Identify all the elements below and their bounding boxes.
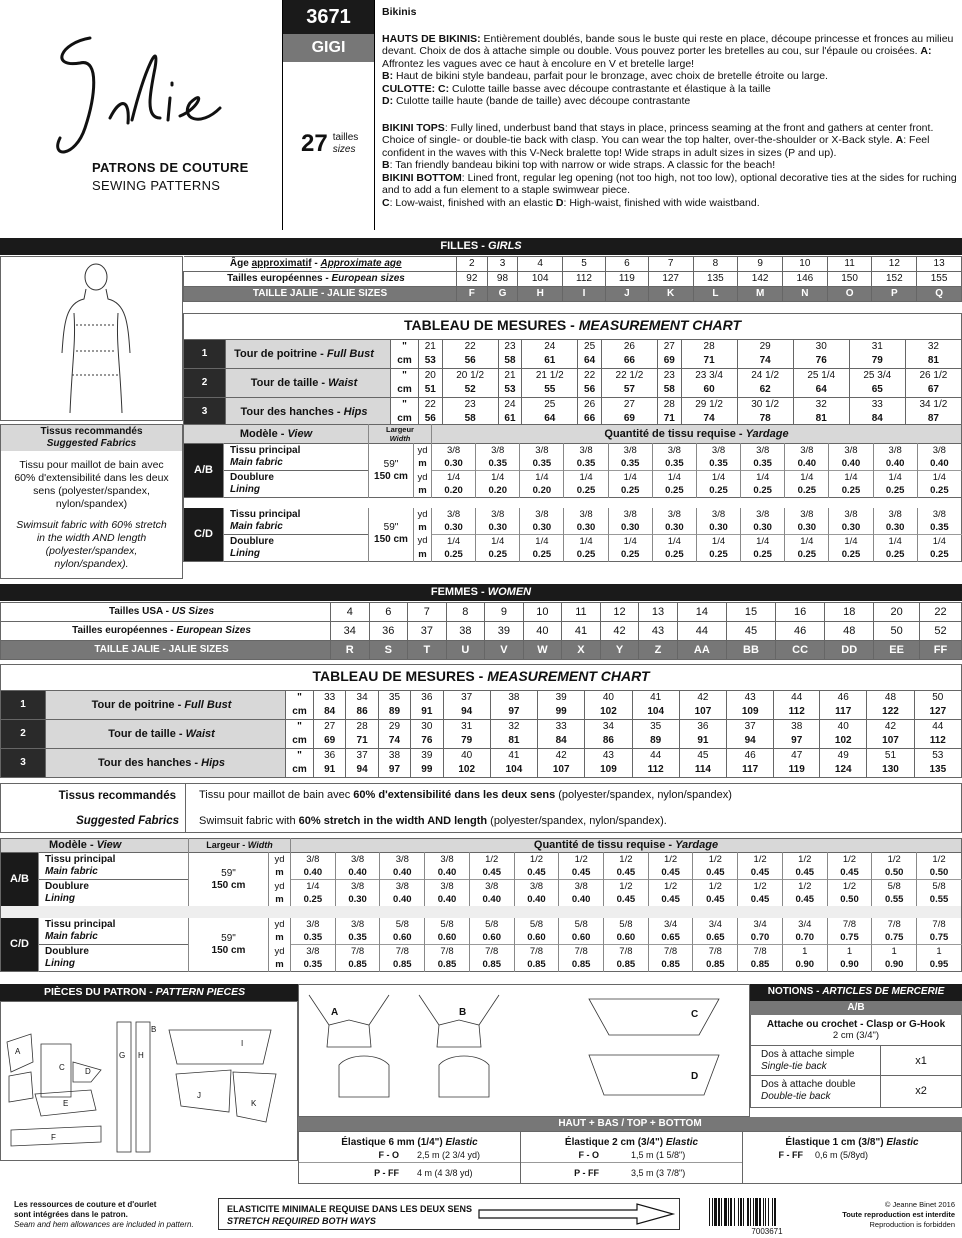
pattern-pieces-drawing	[1, 1002, 297, 1160]
girls-eu-cell: 142	[738, 272, 783, 287]
pattern-piece-label: E	[63, 1099, 69, 1108]
barcode-bar	[730, 1198, 732, 1226]
views-drawing-area	[298, 984, 750, 1117]
women-jalie-cell: AA	[677, 641, 726, 660]
barcode-icon	[707, 1198, 827, 1228]
girls-jalie-cell: I	[563, 287, 606, 302]
girls-eu-cell: 135	[693, 272, 738, 287]
elastic-block	[298, 1131, 962, 1184]
women-meas-row: 2 Tour de taille - Waist " 27 28 29 30 31 32 33 34 35 36 37 38 40 42 44	[1, 720, 962, 735]
girls-view-label: A/B	[184, 444, 224, 498]
women-measurement-chart: TABLEAU DE MESURES - MEASUREMENT CHART 1 Tour de poitrine - Full Bust " 33 34 35 36 37 38 39 40 41 42 43 44 46 48 50 cm 84 86 89 91 94 97 99 102 104 107 109 112 117 122 127 2 Tour de taille - Waist " 27 28 29 30 31 32 33 34 35 36 37 38 40 42 44 cm 69 71 74 76 79 81 84 86 89 91 94 97 102 107 112 3 Tour des hanches - Hips " 36 37 38 39 40 41 42 43 44 45 46 47 49 51 53 cm 91 94 97 99 102 104 107 109 112 114 117 119 124 130 135	[0, 664, 962, 778]
women-us-cell: 4	[331, 603, 370, 622]
notions-bar: NOTIONS - ARTICLES DE MERCERIE	[750, 984, 962, 1001]
clasp-label: Attache ou crochet - Clasp or G-Hook	[766, 1019, 946, 1030]
pattern-number: 3671	[283, 0, 374, 34]
girls-jalie-cell: P	[872, 287, 917, 302]
women-fabrics-fr: Tissu pour maillot de bain avec 60% d'extensibilité dans les deux sens (polyester/spandex, nylon/spandex)	[199, 789, 732, 801]
women-us-cell: 13	[639, 603, 678, 622]
girls-yard-row: m 0.30 0.30 0.30 0.30 0.30 0.30 0.30 0.30 0.30 0.30 0.30 0.35	[184, 521, 962, 535]
description-block	[382, 6, 957, 209]
girls-jalie-cell: O	[827, 287, 872, 302]
sizes-count	[301, 130, 358, 158]
girls-age-cell: 13	[917, 257, 962, 272]
pattern-id-block	[283, 0, 375, 230]
women-bar: FEMMES - WOMEN	[0, 584, 962, 601]
double-tie-en: Double-tie back	[761, 1091, 831, 1102]
women-us-cell: 8	[446, 603, 485, 622]
women-jalie-cell: U	[446, 641, 485, 660]
desc-fr: HAUTS DE BIKINIS: Entièrement doublés, bande sous le buste qui reste en place, découpe princesse et fronces au milieu devant. Choix de dos à attache simple ou double. Vous pouvez porter les bretelles au cou, sur l'épaule ou croisées. A: Affrontez les vagues avec ce haut à encolure en V et bretelle large! B: Haut de bikini style bandeau, parfait pour le bronzage, avec choix de bretelle étroite ou large. CULOTTE: C: Culotte taille basse avec découpe contrastante et élastique à la taille D: Culotte taille haute (bande de taille) avec découpe contrastante	[382, 32, 954, 107]
copyright: © Jeanne Binet 2016 Toute reproduction est interdite Reproduction is forbidden	[842, 1200, 955, 1229]
girls-age-cell: 12	[872, 257, 917, 272]
girls-yard-row: A/B Tissu principal Main fabric 59" 150 cm yd 3/8 3/8 3/8 3/8 3/8 3/8 3/8 3/8 3/8 3/8 3/8 3/8	[184, 444, 962, 458]
pieces-bar: PIÈCES DU PATRON - PATTERN PIECES	[0, 984, 298, 1001]
single-tie-fr: Dos à attache simple	[761, 1049, 855, 1060]
girls-eu-cell: 92	[457, 272, 488, 287]
view-label: D	[691, 1071, 699, 1082]
girls-eu-cell: 127	[648, 272, 693, 287]
clasp-size: 2 cm (3/4")	[751, 1030, 961, 1046]
girls-fabrics	[0, 424, 183, 579]
girls-eu-cell: 104	[518, 272, 563, 287]
view-label: C	[691, 1009, 699, 1020]
girls-meas-row: 2 Tour de taille - Waist " 20 20 1/2 21 21 1/2 22 22 1/2 23 23 3/4 24 1/2 25 1/4 25 3/4 26 1/2	[184, 369, 962, 384]
women-eu-cell: 38	[446, 622, 485, 641]
girls-yard-row: Doublure Lining yd 1/4 1/4 1/4 1/4 1/4 1/4 1/4 1/4 1/4 1/4 1/4 1/4	[184, 534, 962, 548]
stretch-requirement: ELASTICITE MINIMALE REQUISE DANS LES DEUX SENS STRETCH REQUIRED BOTH WAYS	[218, 1198, 680, 1230]
girls-fabrics-title-fr: Tissus recommandés	[40, 426, 143, 437]
view-label: A	[331, 1007, 339, 1018]
brand-tagline-en: SEWING PATTERNS	[92, 178, 221, 193]
barcode-bar	[774, 1198, 776, 1226]
women-view-label: A/B	[1, 853, 39, 907]
brand-tagline-fr: PATRONS DE COUTURE	[92, 160, 249, 175]
barcode-bar	[709, 1198, 710, 1226]
girls-measurement-chart: TABLEAU DE MESURES - MEASUREMENT CHART 1 Tour de poitrine - Full Bust " 21 22 23 24 25 26 27 28 29 30 31 32 cm 53 56 58 61 64 66 69 71 74 76 79 81 2 Tour de taille - Waist " 20 20 1/2 21 21 1/2 22 22 1/2 23 23 3/4 24 1/2 25 1/4 25 3/4 26 1/2 cm 51 52 53 55 56 57 58 60 62 64 65 67 3 Tour des hanches - Hips " 22 23 24 25 26 27 28 29 1/2 30 1/2 32 33 34 1/2 cm 56 58 61 64 66 69 71 74 78 81 84 87	[183, 313, 962, 427]
girls-meas-row: 3 Tour des hanches - Hips " 22 23 24 25 26 27 28 29 1/2 30 1/2 32 33 34 1/2	[184, 398, 962, 413]
women-meas-row: 3 Tour des hanches - Hips " 36 37 38 39 40 41 42 43 44 45 46 47 49 51 53	[1, 749, 962, 764]
girls-figure	[0, 256, 183, 421]
women-jalie-cell: R	[331, 641, 370, 660]
girls-age-cell: 11	[827, 257, 872, 272]
girls-age-cell: 6	[605, 257, 648, 272]
girls-jalie-cell: M	[738, 287, 783, 302]
women-eu-cell: 36	[369, 622, 408, 641]
garment-views-drawing	[299, 985, 749, 1116]
girls-jalie-cell: L	[693, 287, 738, 302]
notions-block	[750, 984, 962, 1117]
view-label: B	[459, 1007, 467, 1018]
barcode-bar	[750, 1198, 751, 1226]
girls-jalie-cell: G	[487, 287, 518, 302]
women-jalie-cell: V	[485, 641, 524, 660]
girls-age-cell: 8	[693, 257, 738, 272]
women-fabrics-title-fr: Tissus recommandés	[58, 790, 176, 802]
barcode-bar	[724, 1198, 727, 1226]
women-jalie-cell: FF	[919, 641, 961, 660]
women-eu-cell: 39	[485, 622, 524, 641]
girls-eu-cell: 112	[563, 272, 606, 287]
barcode-bar	[759, 1198, 761, 1226]
pieces-area	[0, 1001, 298, 1161]
women-jalie-cell: DD	[825, 641, 874, 660]
desc-en: BIKINI TOPS: Fully lined, underbust band that stays in place, princess seaming at the front and gathers at center front. Choice of single- or double-tie back with clasp. You can wear the top halter, over-the-shoulder or X-Back style. A: Feel confident in the waves with this V-Neck bralette top! Wide straps in adult sizes in sizes (P and up). B: Tan friendly bandeau bikini top with narrow or wide straps. A classic for the beach! BIKINI BOTTOM: Lined front, regular leg opening (not too high, not too low), optional decorative ties at the sides for ruching and to add a fun element to a staple swimwear piece. C: Low-waist, finished with an elastic D: High-waist, finished with wide waistband.	[382, 121, 957, 209]
girls-eu-cell: 155	[917, 272, 962, 287]
women-us-cell: 18	[825, 603, 874, 622]
girls-jalie-cell: Q	[917, 287, 962, 302]
barcode-bar	[763, 1198, 764, 1226]
women-us-cell: 11	[562, 603, 601, 622]
girls-fabrics-en: Swimsuit fabric with 60% stretch in the width AND length (polyester/spandex, nylon/spandex).	[16, 519, 167, 570]
women-us-cell: 22	[919, 603, 961, 622]
women-eu-row: Tailles européennes - European Sizes 34 36 37 38 39 40 41 42 43 44 45 46 48 50 52	[1, 622, 962, 641]
women-jalie-cell: EE	[874, 641, 920, 660]
barcode-bar	[755, 1198, 758, 1226]
women-eu-cell: 41	[562, 622, 601, 641]
women-us-cell: 15	[726, 603, 775, 622]
girls-jalie-cell: K	[648, 287, 693, 302]
women-us-cell: 20	[874, 603, 920, 622]
barcode-bar	[743, 1198, 744, 1226]
jalie-logo	[20, 8, 280, 168]
sizes-number: 27	[301, 130, 328, 157]
girls-yardage-table: Modèle - View Largeur Width Quantité de tissu requise - Yardage A/B Tissu principal Main fabric 59" 150 cm yd 3/8 3/8 3/8 3/8 3/8 3/8 3/8 3/8 3/8 3/8 3/8 3/8 m 0.30 0.35 0.35 0.35 0.35 0.35 0.35 0.35 0.40 0.40 0.40 0.40 Doublure Lining yd 1/4 1/4 1/4 1/4 1/4 1/4 1/4 1/4 1/4 1/4 1/4 1/4 m 0.20 0.20 0.20 0.25 0.25 0.25 0.25 0.25 0.25 0.25 0.25 0.25 C/D Tissu principal Main fabric 59" 150 cm yd 3/8 3/8 3/8 3/8 3/8 3/8 3/8 3/8 3/8 3/8 3/8 3/8 m 0.30 0.30 0.30 0.30 0.30 0.30 0.30 0.30 0.30 0.30 0.30 0.35 Doublure Lining yd 1/4 1/4 1/4 1/4 1/4 1/4 1/4 1/4 1/4 1/4 1/4 1/4 m 0.25 0.25 0.25 0.25 0.25 0.25 0.25 0.25 0.25 0.25 0.25 0.25	[183, 424, 962, 562]
women-meas-row: 1 Tour de poitrine - Full Bust " 33 34 35 36 37 38 39 40 41 42 43 44 46 48 50	[1, 691, 962, 706]
women-yard-row: m 0.25 0.30 0.40 0.40 0.40 0.40 0.40 0.45 0.45 0.45 0.45 0.45 0.50 0.55 0.55	[1, 893, 962, 906]
barcode-bar	[772, 1198, 773, 1226]
women-yard-row: m 0.40 0.40 0.40 0.40 0.45 0.45 0.45 0.45 0.45 0.45 0.45 0.45 0.45 0.50 0.50	[1, 866, 962, 880]
barcode-bar	[753, 1198, 754, 1226]
double-tie-fr: Dos à attache double	[761, 1079, 856, 1090]
girls-yard-row: m 0.30 0.35 0.35 0.35 0.35 0.35 0.35 0.35 0.40 0.40 0.40 0.40	[184, 457, 962, 471]
sizes-en: sizes	[332, 144, 356, 155]
women-eu-cell: 46	[776, 622, 825, 641]
girls-chart-title: TABLEAU DE MESURES - MEASUREMENT CHART	[183, 313, 962, 339]
girls-view-label: C/D	[184, 508, 224, 562]
girls-age-cell: 3	[487, 257, 518, 272]
women-us-cell: 10	[523, 603, 562, 622]
girls-age-cell: 2	[457, 257, 488, 272]
girls-jalie-cell: N	[783, 287, 828, 302]
women-chart-title: TABLEAU DE MESURES - MEASUREMENT CHART	[0, 664, 962, 690]
barcode-bar	[718, 1198, 720, 1226]
girls-eu-cell: 98	[487, 272, 518, 287]
women-view-label: C/D	[1, 918, 39, 972]
women-yard-row: Doublure Lining yd 3/8 7/8 7/8 7/8 7/8 7/8 7/8 7/8 7/8 7/8 7/8 1 1 1 1	[1, 945, 962, 959]
barcode-bar	[738, 1198, 739, 1226]
girls-eu-cell: 152	[872, 272, 917, 287]
girls-eu-cell: 119	[605, 272, 648, 287]
girls-yard-row: C/D Tissu principal Main fabric 59" 150 cm yd 3/8 3/8 3/8 3/8 3/8 3/8 3/8 3/8 3/8 3/8 3/8 3/8	[184, 508, 962, 521]
barcode-bar	[734, 1198, 735, 1226]
pattern-piece-label: J	[197, 1091, 201, 1100]
women-yardage-table: Modèle - View Largeur - Width Quantité de tissu requise - Yardage A/B Tissu principal Main fabric 59" 150 cm yd 3/8 3/8 3/8 3/8 1/2 1/2 1/2 1/2 1/2 1/2 1/2 1/2 1/2 1/2 1/2 m 0.40 0.40 0.40 0.40 0.45 0.45 0.45 0.45 0.45 0.45 0.45 0.45 0.45 0.50 0.50 Doublure Lining yd 1/4 3/8 3/8 3/8 3/8 3/8 3/8 1/2 1/2 1/2 1/2 1/2 1/2 5/8 5/8 m 0.25 0.30 0.40 0.40 0.40 0.40 0.40 0.45 0.45 0.45 0.45 0.45 0.50 0.55 0.55 C/D Tissu principal Main fabric 59" 150 cm yd 3/8 3/8 5/8 5/8 5/8 5/8 5/8 5/8 3/4 3/4 3/4 3/4 7/8 7/8 7/8 m 0.35 0.35 0.60 0.60 0.60 0.60 0.60 0.60 0.65 0.65 0.70 0.70 0.75 0.75 0.75 Doublure Lining yd 3/8 7/8 7/8 7/8 7/8 7/8 7/8 7/8 7/8 7/8 7/8 1 1 1 1 m 0.35 0.85 0.85 0.85 0.85 0.85 0.85 0.85 0.85 0.85 0.85 0.90 0.90 0.90 0.95	[0, 838, 962, 972]
girls-age-cell: 10	[783, 257, 828, 272]
girls-yard-row: m 0.20 0.20 0.20 0.25 0.25 0.25 0.25 0.25 0.25 0.25 0.25 0.25	[184, 484, 962, 498]
women-yard-row: A/B Tissu principal Main fabric 59" 150 cm yd 3/8 3/8 3/8 3/8 1/2 1/2 1/2 1/2 1/2 1/2 1/2 1/2 1/2 1/2 1/2	[1, 853, 962, 867]
pattern-piece-label: H	[138, 1051, 144, 1060]
girls-jalie-row: TAILLE JALIE - JALIE SIZES F G H I J K L M N O P Q	[184, 287, 962, 302]
barcode-bar	[768, 1198, 769, 1226]
arrow-right-icon	[477, 1202, 677, 1226]
barcode-bar	[747, 1198, 749, 1226]
girls-age-cell: 9	[738, 257, 783, 272]
women-eu-cell: 52	[919, 622, 961, 641]
girls-yard-row: m 0.25 0.25 0.25 0.25 0.25 0.25 0.25 0.25 0.25 0.25 0.25 0.25	[184, 548, 962, 562]
double-tie-qty: x2	[915, 1085, 927, 1097]
girls-jalie-cell: J	[605, 287, 648, 302]
pattern-piece-label: A	[15, 1047, 21, 1056]
women-us-row: Tailles USA - US Sizes 4 6 7 8 9 10 11 12 13 14 15 16 18 20 22	[1, 603, 962, 622]
girls-meas-row: 1 Tour de poitrine - Full Bust " 21 22 23 24 25 26 27 28 29 30 31 32	[184, 340, 962, 355]
girls-fabrics-fr: Tissu pour maillot de bain avec 60% d'extensibilité dans les deux sens (polyester/spandex, nylon/spandex)	[14, 459, 169, 510]
girls-yard-row: Doublure Lining yd 1/4 1/4 1/4 1/4 1/4 1/4 1/4 1/4 1/4 1/4 1/4 1/4	[184, 471, 962, 485]
women-us-cell: 16	[776, 603, 825, 622]
barcode-bar	[712, 1198, 713, 1226]
barcode-bar	[740, 1198, 742, 1226]
girls-bar: FILLES - GIRLS	[0, 238, 962, 255]
women-us-cell: 14	[677, 603, 726, 622]
women-us-cell: 7	[408, 603, 447, 622]
women-size-table	[0, 602, 962, 660]
women-us-cell: 9	[485, 603, 524, 622]
barcode-bar	[714, 1198, 717, 1226]
women-jalie-cell: W	[523, 641, 562, 660]
women-yard-row: Doublure Lining yd 1/4 3/8 3/8 3/8 3/8 3/8 3/8 1/2 1/2 1/2 1/2 1/2 1/2 5/8 5/8	[1, 880, 962, 894]
pattern-piece-label: I	[241, 1039, 244, 1048]
women-eu-cell: 34	[331, 622, 370, 641]
women-us-cell: 6	[369, 603, 408, 622]
girls-eu-cell: 146	[783, 272, 828, 287]
women-jalie-cell: S	[369, 641, 408, 660]
elastic-2cm: Élastique 2 cm (3/4") Elastic F - O 1,5 m (1 5/8") P - FF 3,5 m (3 7/8")	[521, 1132, 743, 1183]
girls-age-cell: 5	[563, 257, 606, 272]
girls-eu-row: Tailles européennes - European sizes 92 98 104 112 119 127 135 142 146 150 152 155	[184, 272, 962, 287]
women-eu-cell: 50	[874, 622, 920, 641]
body-figure-icon	[36, 263, 156, 413]
pattern-piece-label: B	[151, 1025, 157, 1034]
single-tie-en: Single-tie back	[761, 1061, 827, 1072]
elastic-6mm: Élastique 6 mm (1/4") Elastic F - O 2,5 m (2 3/4 yd) P - FF 4 m (4 3/8 yd)	[299, 1132, 521, 1183]
women-yard-row: C/D Tissu principal Main fabric 59" 150 cm yd 3/8 3/8 5/8 5/8 5/8 5/8 5/8 5/8 3/4 3/4 3/4 3/4 7/8 7/8 7/8	[1, 918, 962, 931]
women-fabrics-en: Swimsuit fabric with 60% stretch in the width AND length (polyester/spandex, nylon/spandex).	[199, 815, 667, 827]
women-eu-cell: 45	[726, 622, 775, 641]
women-yard-row: m 0.35 0.35 0.60 0.60 0.60 0.60 0.60 0.60 0.65 0.65 0.70 0.70 0.75 0.75 0.75	[1, 931, 962, 945]
women-eu-cell: 40	[523, 622, 562, 641]
sizes-fr: tailles	[332, 132, 359, 143]
women-eu-cell: 37	[408, 622, 447, 641]
women-us-cell: 12	[600, 603, 639, 622]
women-jalie-cell: X	[562, 641, 601, 660]
girls-jalie-cell: F	[457, 287, 488, 302]
girls-age-cell: 7	[648, 257, 693, 272]
women-fabrics	[0, 783, 962, 833]
women-eu-cell: 42	[600, 622, 639, 641]
pattern-title: Bikinis	[382, 6, 417, 18]
pattern-piece-label: F	[51, 1133, 56, 1142]
women-eu-cell: 48	[825, 622, 874, 641]
girls-jalie-cell: H	[518, 287, 563, 302]
pattern-piece-label: D	[85, 1067, 91, 1076]
seam-note: Les ressources de couture et d'ourlet sont intégrées dans le patron. Seam and hem allowances are included in pattern.	[14, 1200, 194, 1229]
barcode: 7003671	[707, 1198, 827, 1238]
women-jalie-cell: BB	[726, 641, 775, 660]
elastic-1cm: Élastique 1 cm (3/8") Elastic F - FF 0,6 m (5/8yd)	[778, 1137, 919, 1160]
pattern-piece-label: G	[119, 1051, 126, 1060]
girls-age-cell: 4	[518, 257, 563, 272]
pattern-piece-label: K	[251, 1099, 257, 1108]
pattern-name: GIGI	[283, 34, 374, 62]
women-jalie-row: TAILLE JALIE - JALIE SIZES R S T U V W X Y Z AA BB CC DD EE FF	[1, 641, 962, 660]
women-jalie-cell: Z	[639, 641, 678, 660]
women-jalie-cell: Y	[600, 641, 639, 660]
pattern-piece-label: C	[59, 1063, 65, 1072]
women-jalie-cell: CC	[776, 641, 825, 660]
women-jalie-cell: T	[408, 641, 447, 660]
girls-fabrics-title-en: Suggested Fabrics	[46, 438, 137, 449]
girls-size-table	[183, 256, 962, 302]
women-fabrics-title-en: Suggested Fabrics	[76, 815, 179, 827]
notions-ab: A/B	[750, 1001, 962, 1015]
women-yard-row: m 0.35 0.85 0.85 0.85 0.85 0.85 0.85 0.85 0.85 0.85 0.85 0.90 0.90 0.90 0.95	[1, 958, 962, 972]
women-eu-cell: 44	[677, 622, 726, 641]
single-tie-qty: x1	[915, 1055, 927, 1067]
brand-block	[0, 0, 283, 230]
women-eu-cell: 43	[639, 622, 678, 641]
barcode-bar	[765, 1198, 766, 1226]
girls-eu-cell: 150	[827, 272, 872, 287]
barcode-bar	[721, 1198, 722, 1226]
girls-age-row: Âge approximatif - Approximate age 2 3 4 5 6 7 8 9 10 11 12 13	[184, 257, 962, 272]
barcode-bar	[728, 1198, 729, 1226]
elastic-bar: HAUT + BAS / TOP + BOTTOM	[298, 1117, 962, 1131]
